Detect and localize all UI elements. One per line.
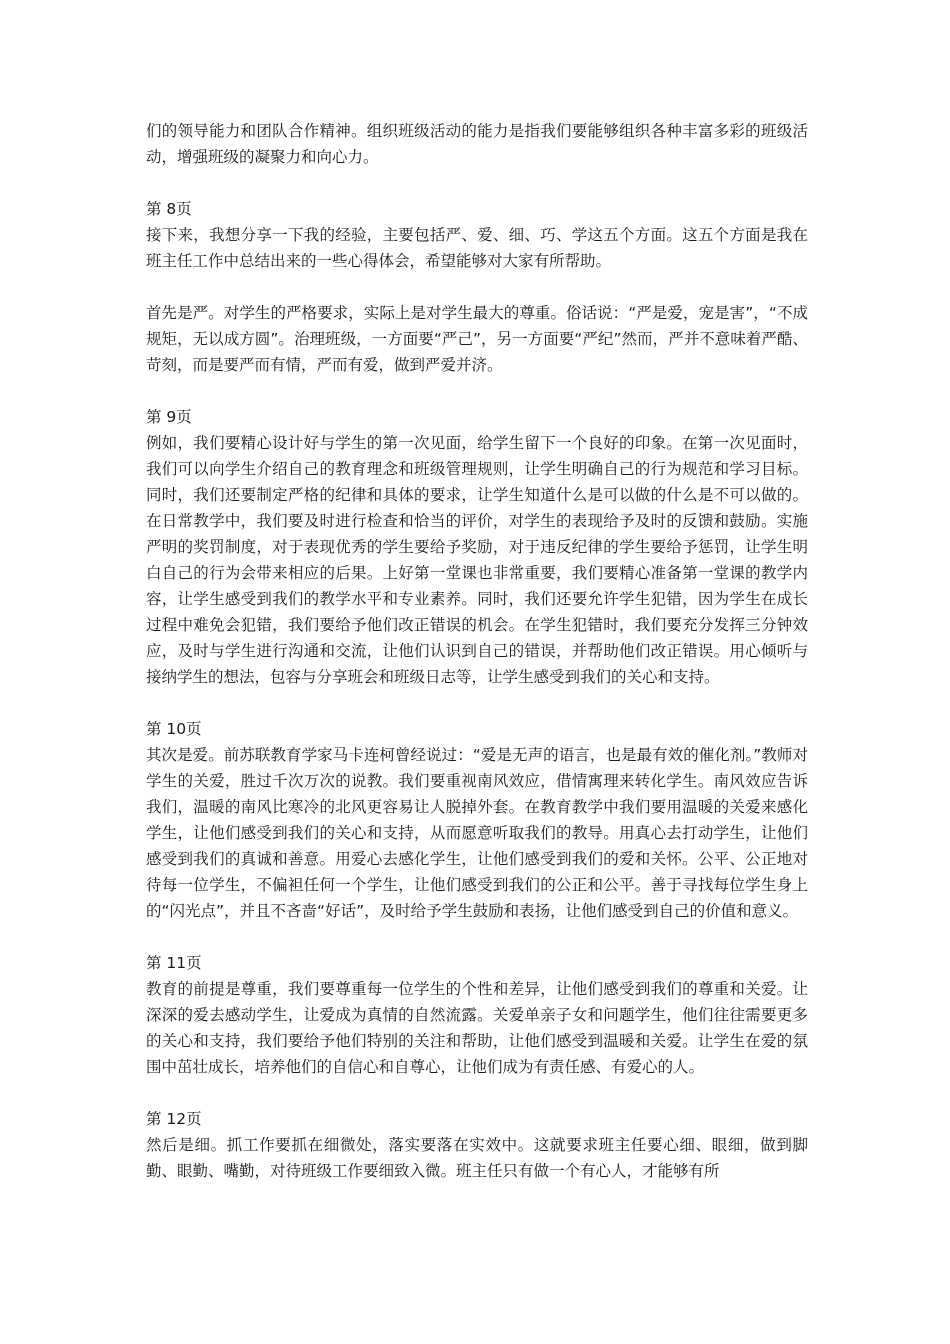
page-number-label: 第 8页 xyxy=(146,200,192,218)
text-block-page-8 xyxy=(146,196,808,274)
text-block-page-12 xyxy=(146,1106,808,1184)
text-block-page-10 xyxy=(146,716,808,924)
paragraph: 其次是爱。前苏联教育学家马卡连柯曾经说过：“爱是无声的语言，也是最有效的催化剂。”教师对学生的关爱，胜过千次万次的说教。我们要重视南风效应，借情寓理来转化学生。南风效应告诉我们，温暖的南风比寒冷的北风更容易让人脱掉外套。在教育教学中我们要用温暖的关爱来感化学生，让他们感受到我们的关心和支持，从而愿意听取我们的教导。用真心去打动学生，让他们感受到我们的真诚和善意。用爱心去感化学生，让他们感受到我们的爱和关怀。公平、公正地对待每一位学生，不偏袒任何一个学生，让他们感受到我们的公正和公平。善于寻找每位学生身上的“闪光点”，并且不吝啬“好话”，及时给予学生鼓励和表扬，让他们感受到自己的价值和意义。 xyxy=(146,746,808,920)
text-block-strict xyxy=(146,300,808,378)
paragraph: 首先是严。对学生的严格要求，实际上是对学生最大的尊重。俗话说：“严是爱，宠是害”，“不成规矩，无以成方圆”。治理班级，一方面要“严己”，另一方面要“严纪”然而，严并不意味着严酷、苛刻，而是要严而有情，严而有爱，做到严爱并济。 xyxy=(146,304,808,374)
paragraph: 然后是细。抓工作要抓在细微处，落实要落在实效中。这就要求班主任要心细、眼细，做到脚勤、眼勤、嘴勤，对待班级工作要细致入微。班主任只有做一个有心人，才能够有所 xyxy=(146,1136,808,1180)
paragraph: 例如，我们要精心设计好与学生的第一次见面，给学生留下一个良好的印象。在第一次见面时，我们可以向学生介绍自己的教育理念和班级管理规则，让学生明确自己的行为规范和学习目标。同时，我们还要制定严格的纪律和具体的要求，让学生知道什么是可以做的什么是不可以做的。在日常教学中，我们要及时进行检查和恰当的评价，对学生的表现给予及时的反馈和鼓励。实施严明的奖罚制度，对于表现优秀的学生要给予奖励，对于违反纪律的学生要给予惩罚，让学生明白自己的行为会带来相应的后果。上好第一堂课也非常重要，我们要精心准备第一堂课的教学内容，让学生感受到我们的教学水平和专业素养。同时，我们还要允许学生犯错，因为学生在成长过程中难免会犯错，我们要给予他们改正错误的机会。在学生犯错时，我们要充分发挥三分钟效应，及时与学生进行沟通和交流，让他们认识到自己的错误，并帮助他们改正错误。用心倾听与接纳学生的想法，包容与分享班会和班级日志等，让学生感受到我们的关心和支持。 xyxy=(146,434,808,686)
text-block-leading xyxy=(146,118,808,170)
paragraph: 教育的前提是尊重，我们要尊重每一位学生的个性和差异，让他们感受到我们的尊重和关爱。让深深的爱去感动学生，让爱成为真情的自然流露。关爱单亲子女和问题学生，他们往往需要更多的关心和支持，我们要给予他们特别的关注和帮助，让他们感受到温暖和关爱。让学生在爱的氛围中茁壮成长，培养他们的自信心和自尊心，让他们成为有责任感、有爱心的人。 xyxy=(146,980,808,1076)
page-number-label: 第 12页 xyxy=(146,1110,202,1128)
paragraph: 接下来，我想分享一下我的经验，主要包括严、爱、细、巧、学这五个方面。这五个方面是我在班主任工作中总结出来的一些心得体会，希望能够对大家有所帮助。 xyxy=(146,226,808,270)
paragraph: 们的领导能力和团队合作精神。组织班级活动的能力是指我们要能够组织各种丰富多彩的班级活动，增强班级的凝聚力和向心力。 xyxy=(146,122,808,166)
text-block-page-9 xyxy=(146,404,808,690)
text-block-page-11 xyxy=(146,950,808,1080)
page-number-label: 第 10页 xyxy=(146,720,202,738)
page-number-label: 第 11页 xyxy=(146,954,202,972)
document-page xyxy=(146,118,808,1210)
page-number-label: 第 9页 xyxy=(146,408,192,426)
